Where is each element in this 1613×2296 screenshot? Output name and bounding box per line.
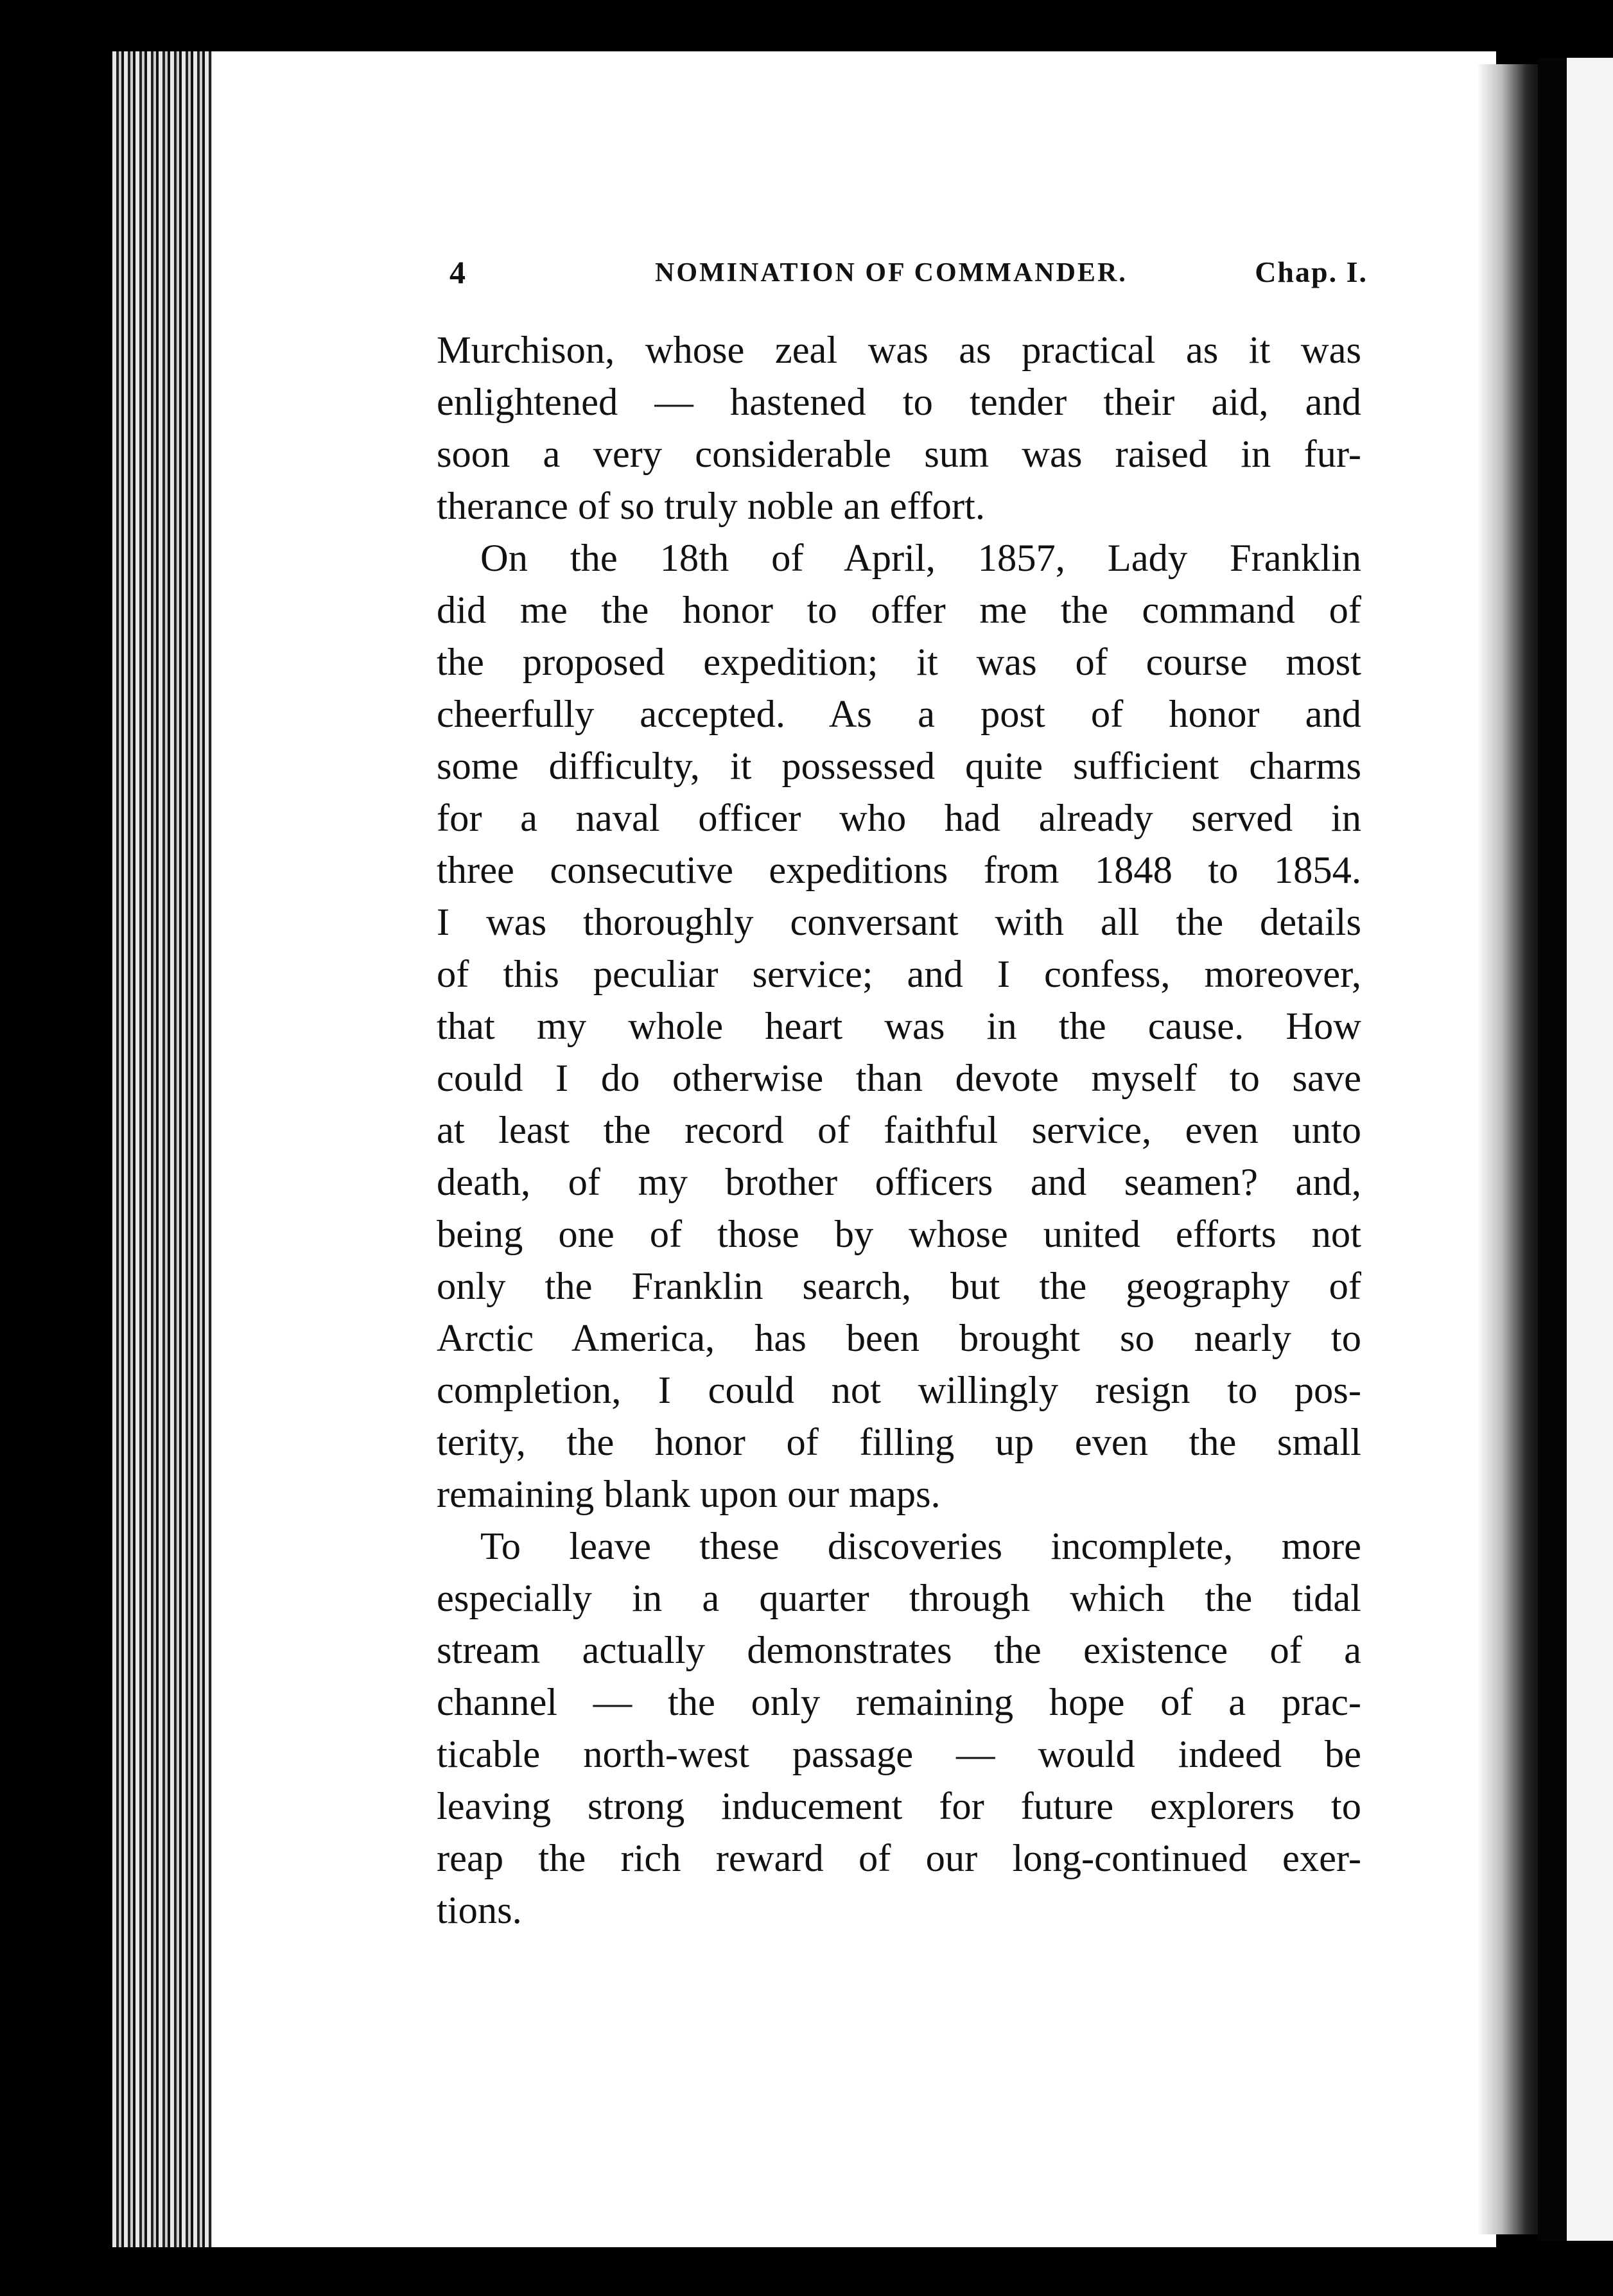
- text-line: the proposed expedition; it was of course most: [437, 641, 1361, 684]
- facing-page-edge: [1567, 58, 1613, 2241]
- text-line: could I do otherwise than devote myself to save: [437, 1057, 1361, 1100]
- text-line: did me the honor to offer me the command of: [437, 589, 1361, 632]
- text-line: cheerfully accepted. As a post of honor and: [437, 693, 1361, 736]
- text-line: reap the rich reward of our long-continued exer-: [437, 1837, 1361, 1880]
- text-line: three consecutive expeditions from 1848 to 1854.: [437, 849, 1361, 892]
- text-line: Arctic America, has been brought so nearly to: [437, 1317, 1361, 1360]
- text-line: Murchison, whose zeal was as practical as it was: [437, 329, 1361, 372]
- text-line: especially in a quarter through which the tidal: [437, 1577, 1361, 1620]
- text-line: for a naval officer who had already served in: [437, 797, 1361, 840]
- text-line: at least the record of faithful service, even unto: [437, 1109, 1361, 1152]
- text-line: being one of those by whose united efforts not: [437, 1213, 1361, 1256]
- text-line: that my whole heart was in the cause. How: [437, 1005, 1361, 1048]
- text-line: therance of so truly noble an effort.: [437, 485, 985, 528]
- paragraph: [437, 324, 1361, 532]
- text-line: of this peculiar service; and I confess, moreover,: [437, 953, 1361, 996]
- text-line: On the 18th of April, 1857, Lady Franklin: [480, 537, 1361, 580]
- page-number: 4: [449, 254, 466, 290]
- text-line: soon a very considerable sum was raised in fur-: [437, 433, 1361, 476]
- text-line: tions.: [437, 1889, 522, 1932]
- paragraph: [437, 1520, 1361, 1936]
- text-line: completion, I could not willingly resign to pos-: [437, 1369, 1361, 1412]
- text-line: To leave these discoveries incomplete, more: [480, 1525, 1361, 1568]
- text-line: enlightened — hastened to tender their aid, and: [437, 381, 1361, 424]
- text-line: death, of my brother officers and seamen? and,: [437, 1161, 1361, 1204]
- gutter: [1538, 58, 1567, 2241]
- text-line: channel — the only remaining hope of a prac-: [437, 1681, 1361, 1724]
- text-line: remaining blank upon our maps.: [437, 1473, 941, 1516]
- running-head: [449, 254, 1368, 299]
- text-line: leaving strong inducement for future explorers to: [437, 1785, 1361, 1828]
- text-line: only the Franklin search, but the geography of: [437, 1265, 1361, 1308]
- text-line: I was thoroughly conversant with all the details: [437, 901, 1361, 944]
- body-text: [437, 324, 1361, 1936]
- paragraph: [437, 532, 1361, 1520]
- page-edges: [112, 51, 215, 2247]
- chapter-label: Chap. I.: [1255, 256, 1368, 288]
- text-line: terity, the honor of filling up even the small: [437, 1421, 1361, 1464]
- text-line: some difficulty, it possessed quite sufficient charms: [437, 745, 1361, 788]
- text-line: stream actually demonstrates the existence of a: [437, 1629, 1361, 1672]
- gutter-shadow: [1477, 64, 1548, 2234]
- running-title: NOMINATION OF COMMANDER.: [655, 258, 1128, 288]
- text-line: ticable north-west passage — would indeed be: [437, 1733, 1361, 1776]
